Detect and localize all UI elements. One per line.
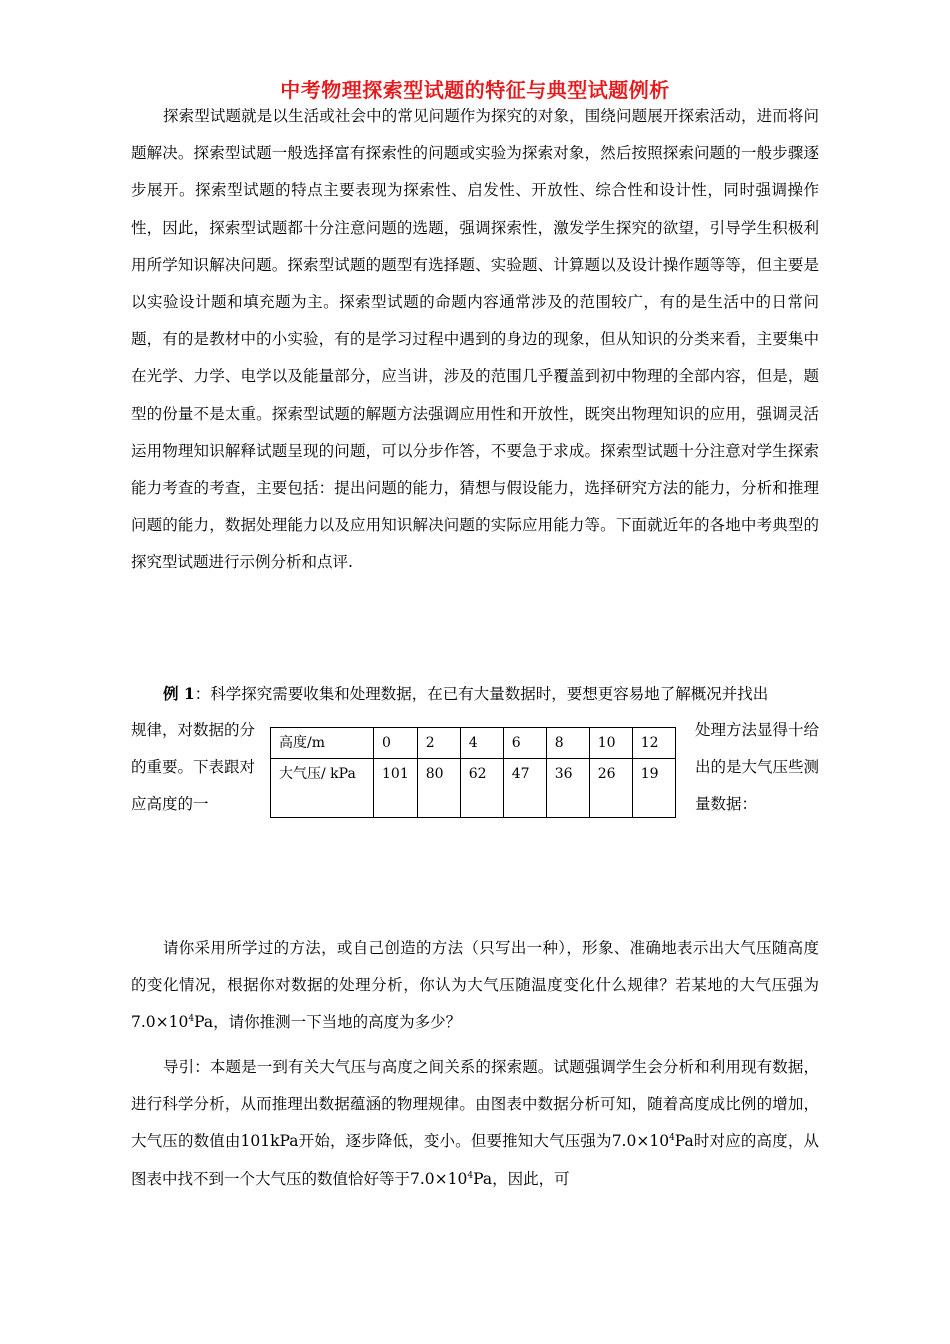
table-cell: 62 bbox=[460, 759, 503, 818]
example-1-intro bbox=[131, 675, 819, 713]
guide-superscript-2: 4 bbox=[467, 1170, 474, 1181]
guide-paragraph bbox=[131, 1049, 819, 1198]
table-cell: 36 bbox=[546, 759, 589, 818]
guide-superscript-1: 4 bbox=[669, 1133, 675, 1144]
guide-text-1: 导引：本题是一到有关大气压与高度之间关系的探索题。试题强调学生会分析和利用现有数据，进行科学分析，从而推理出数据蕴涵的物理规律。由图表中数据分析可知，随着高度成比例的增加，大气压的数值由101kPa开始，逐步降低，变小。但要推知大气压强为7.0×10 bbox=[131, 1058, 819, 1151]
example-1-colon: ： bbox=[194, 685, 211, 703]
table-cell: 2 bbox=[417, 728, 460, 759]
example-1-text: 科学探究需要收集和处理数据，在已有大量数据时，要想更容易地了解概况并找出 bbox=[210, 685, 769, 703]
pressure-height-table bbox=[270, 727, 676, 818]
table-cell: 8 bbox=[546, 728, 589, 759]
question-paragraph bbox=[131, 930, 819, 1042]
table-cell: 6 bbox=[503, 728, 546, 759]
table-cell: 47 bbox=[503, 759, 546, 818]
table-cell: 0 bbox=[374, 728, 418, 759]
document-title: 中考物理探索型试题的特征与典型试题例析 bbox=[280, 78, 670, 102]
table-row-pressure bbox=[271, 759, 676, 818]
question-superscript: 4 bbox=[188, 1014, 195, 1025]
table-cell: 19 bbox=[632, 759, 675, 818]
example-1-label: 例 1 bbox=[163, 684, 195, 703]
table-header-height: 高度/m bbox=[271, 728, 374, 759]
intro-paragraph: 探索型试题就是以生活或社会中的常见问题作为探究的对象，围绕问题展开探索活动，进而将问题解决。探索型试题一般选择富有探索性的问题或实验为探索对象，然后按照探索问题的一般步骤逐步展开。探索型试题的特点主要表现为探索性、启发性、开放性、综合性和设计性，同时强调操作性，因此，探索型试题都十分注意问题的选题，强调探索性，激发学生探究的欲望，引导学生积极利用所学知识解决问题。探索型试题的题型有选择题、实验题、计算题以及设计操作题等等，但主要是以实验设计题和填充题为主。探索型试题的命题内容通常涉及的范围较广，有的是生活中的日常问题，有的是教材中的小实验，有的是学习过程中遇到的身边的现象，但从知识的分类来看，主要集中在光学、力学、电学以及能量部分，应当讲，涉及的范围几乎覆盖到初中物理的全部内容，但是，题型的份量不是太重。探索型试题的解题方法强调应用性和开放性，既突出物理知识的应用，强调灵活运用物理知识解释试题呈现的问题，可以分步作答，不要急于求成。探索型试题十分注意对学生探索能力考查的考查，主要包括：提出问题的能力，猜想与假设能力，选择研究方法的能力，分析和推理问题的能力，数据处理能力以及应用知识解决问题的实际应用能力等。下面就近年的各地中考典型的探究型试题进行示例分析和点评. bbox=[131, 107, 819, 572]
question-text-after: Pa，请你推测一下当地的高度为多少？ bbox=[194, 1013, 462, 1032]
table-header-pressure: 大气压/ kPa bbox=[271, 759, 374, 818]
example-1-right-wrap-text: 处理方法显得十给出的是大气压些测量数据： bbox=[695, 721, 820, 814]
question-text-before: 请你采用所学过的方法，或自己创造的方法（只写出一种），形象、准确地表示出大气压随高度的变化情况，根据你对数据的处理分析，你认为大气压随温度变化什么规律？若某地的大气压强为7.0×10 bbox=[131, 939, 819, 1032]
guide-text-3: Pa，因此，可 bbox=[473, 1169, 570, 1188]
table-cell: 12 bbox=[632, 728, 675, 759]
table-cell: 26 bbox=[589, 759, 632, 818]
table-row-height bbox=[271, 728, 676, 759]
table-cell: 10 bbox=[589, 728, 632, 759]
guide-text-2: Pa时对应的高度，从图表中找不到一个大气压的数值恰好等于7.0×10 bbox=[131, 1132, 819, 1188]
table-cell: 80 bbox=[417, 759, 460, 818]
example-1-left-wrap-text: 规律，对数据的分的重要。下表跟对应高度的一 bbox=[131, 721, 256, 814]
table-cell: 4 bbox=[460, 728, 503, 759]
table-cell: 101 bbox=[374, 759, 418, 818]
